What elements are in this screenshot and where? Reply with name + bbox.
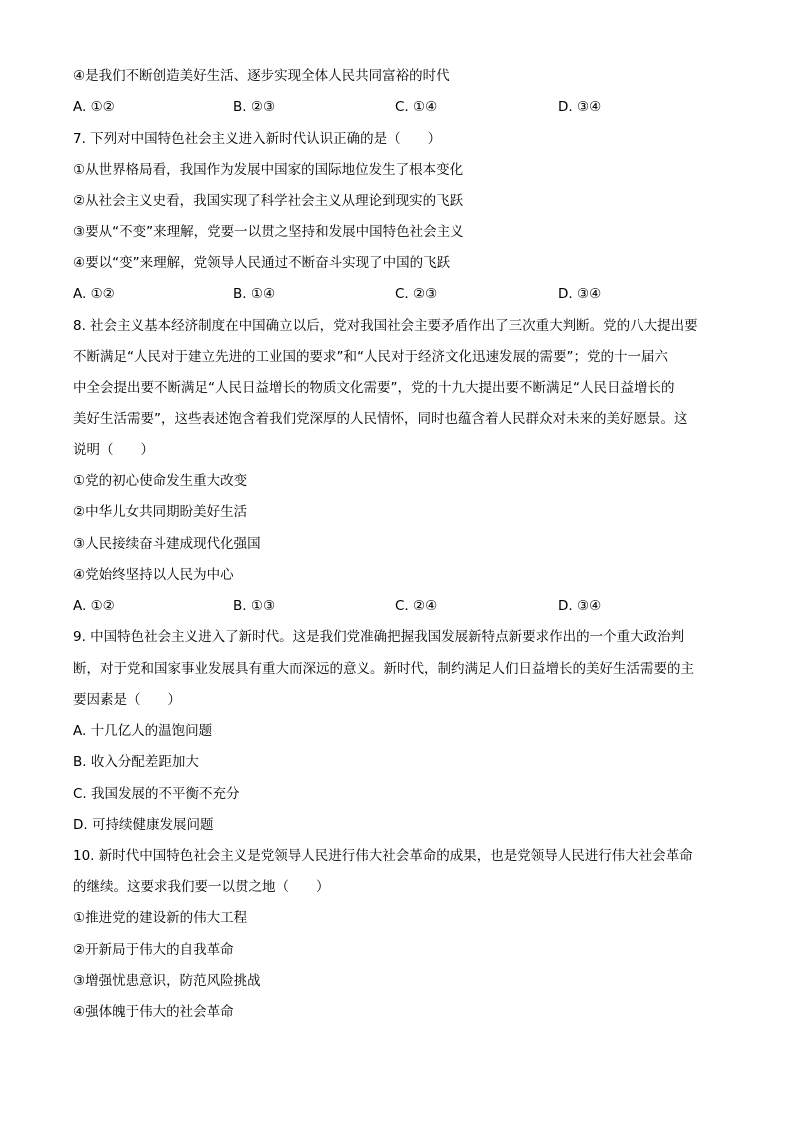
q7-statement-2: ②从社会主义史看，我国实现了科学社会主义从理论到现实的飞跃 xyxy=(73,193,464,209)
q9-stem-line-1: 9. 中国特色社会主义进入了新时代。这是我们党准确把握我国发展新特点新要求作出的一个重大政治判 xyxy=(73,629,685,645)
q9-option-b[interactable]: B. 收入分配差距加大 xyxy=(73,754,199,770)
q6-option-d[interactable]: D. ③④ xyxy=(558,99,602,115)
q9-option-d[interactable]: D. 可持续健康发展问题 xyxy=(73,817,214,833)
q8-option-a[interactable]: A. ①② xyxy=(73,598,115,614)
q7-statement-1: ①从世界格局看，我国作为发展中国家的国际地位发生了根本变化 xyxy=(73,162,464,178)
q10-statement-2: ②开新局于伟大的自我革命 xyxy=(73,942,234,958)
q9-stem-line-3: 要因素是（ ） xyxy=(73,692,181,708)
q8-option-b[interactable]: B. ①③ xyxy=(233,598,276,614)
q8-stem-line-3: 中全会提出要不断满足“人民日益增长的物质文化需要”，党的十九大提出要不断满足“人民日益增长的 xyxy=(73,380,675,396)
q10-statement-1: ①推进党的建设新的伟大工程 xyxy=(73,910,248,926)
q8-option-d[interactable]: D. ③④ xyxy=(558,598,602,614)
q7-option-b[interactable]: B. ①④ xyxy=(233,286,276,302)
q8-options xyxy=(73,596,713,616)
q10-statement-3: ③增强忧患意识，防范风险挑战 xyxy=(73,973,261,989)
q7-statement-3: ③要从“不变”来理解，党要一以贯之坚持和发展中国特色社会主义 xyxy=(73,224,464,240)
q6-option-b[interactable]: B. ②③ xyxy=(233,99,276,115)
q7-option-a[interactable]: A. ①② xyxy=(73,286,115,302)
q9-option-c[interactable]: C. 我国发展的不平衡不充分 xyxy=(73,786,240,802)
q8-stem-line-5: 说明（ ） xyxy=(73,442,154,458)
q8-statement-1: ①党的初心使命发生重大改变 xyxy=(73,473,248,489)
q8-option-c[interactable]: C. ②④ xyxy=(395,598,438,614)
q8-stem-line-2: 不断满足“人民对于建立先进的工业国的要求”和“人民对于经济文化迅速发展的需要”；党的十一届六 xyxy=(73,349,668,365)
q8-stem-line-1: 8. 社会主义基本经济制度在中国确立以后，党对我国社会主要矛盾作出了三次重大判断。党的八大提出要 xyxy=(73,318,698,334)
q7-stem: 7. 下列对中国特色社会主义进入新时代认识正确的是（ ） xyxy=(73,131,442,147)
q8-stem-line-4: 美好生活需要”，这些表述饱含着我们党深厚的人民情怀，同时也蕴含着人民群众对未来的美好愿景。这 xyxy=(73,411,688,427)
q6-options xyxy=(73,97,713,117)
q9-stem-line-2: 断，对于党和国家事业发展具有重大而深远的意义。新时代，制约满足人们日益增长的美好生活需要的主 xyxy=(73,661,694,677)
q9-option-a[interactable]: A. 十几亿人的温饱问题 xyxy=(73,723,213,739)
q6-option-c[interactable]: C. ①④ xyxy=(395,99,438,115)
q8-statement-4: ④党始终坚持以人民为中心 xyxy=(73,567,234,583)
q6-statement-4: ④是我们不断创造美好生活、逐步实现全体人民共同富裕的时代 xyxy=(73,68,450,84)
q6-option-a[interactable]: A. ①② xyxy=(73,99,115,115)
q7-options xyxy=(73,284,713,304)
q7-option-c[interactable]: C. ②③ xyxy=(395,286,438,302)
q10-stem-line-2: 的继续。这要求我们要一以贯之地（ ） xyxy=(73,879,330,895)
q10-statement-4: ④强体魄于伟大的社会革命 xyxy=(73,1004,234,1020)
q8-statement-2: ②中华儿女共同期盼美好生活 xyxy=(73,504,248,520)
q8-statement-3: ③人民接续奋斗建成现代化强国 xyxy=(73,536,261,552)
q7-statement-4: ④要以“变”来理解，党领导人民通过不断奋斗实现了中国的飞跃 xyxy=(73,255,451,271)
q7-option-d[interactable]: D. ③④ xyxy=(558,286,602,302)
q10-stem-line-1: 10. 新时代中国特色社会主义是党领导人民进行伟大社会革命的成果，也是党领导人民进行伟大社会革命 xyxy=(73,848,693,864)
